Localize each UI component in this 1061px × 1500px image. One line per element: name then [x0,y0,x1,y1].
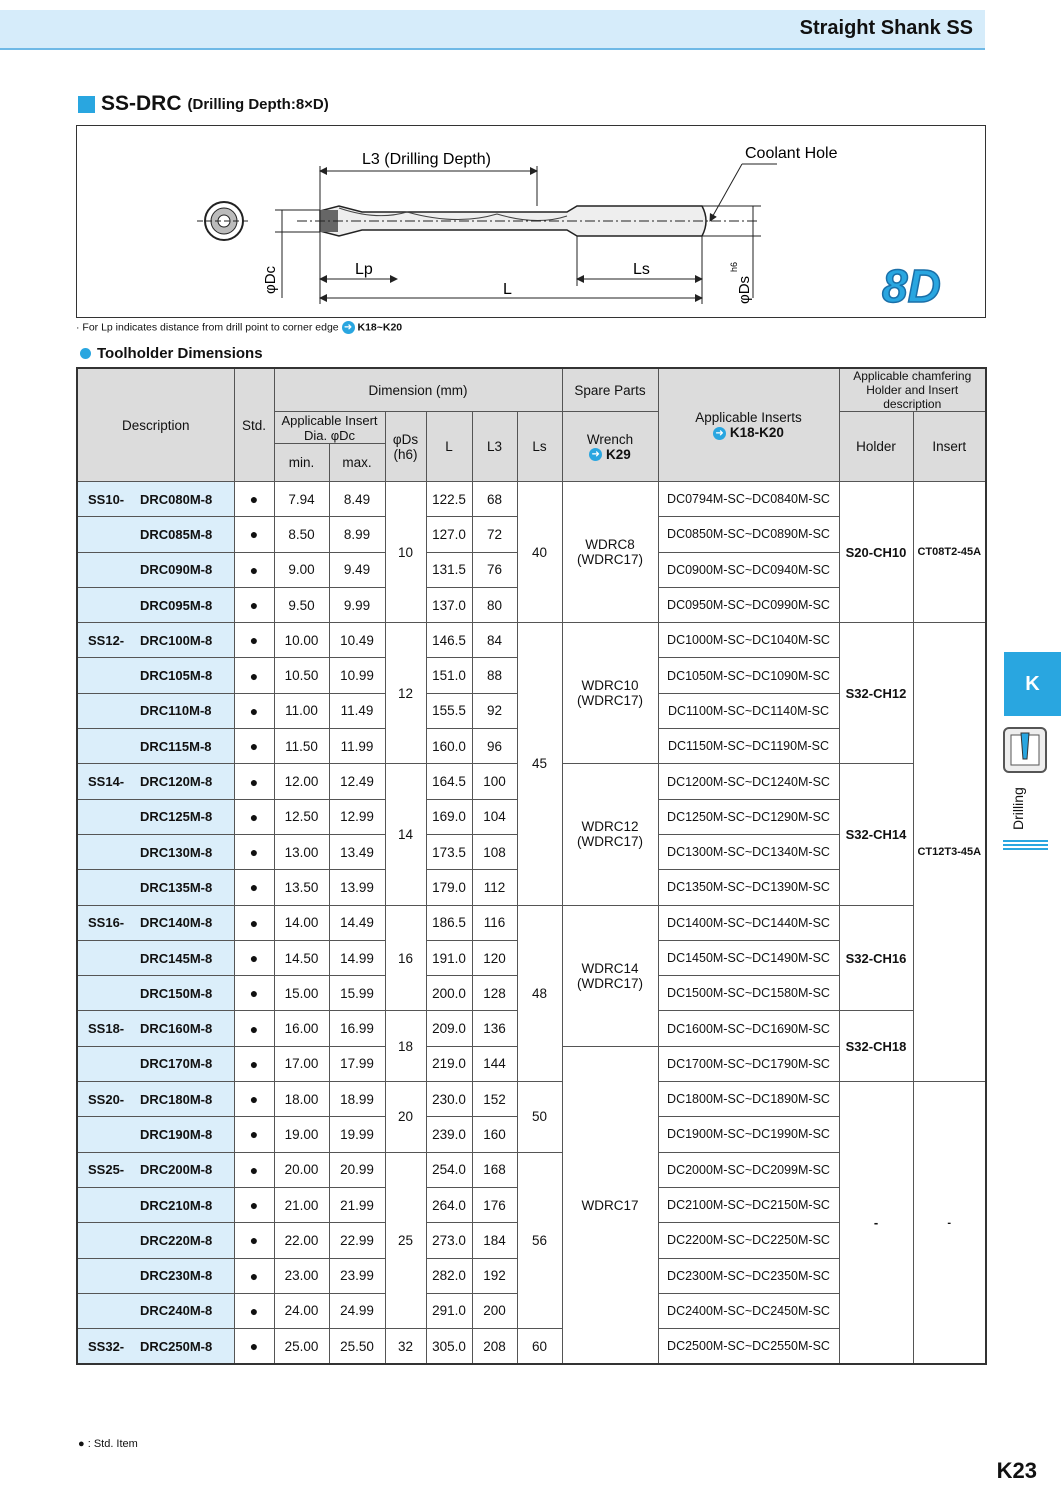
square-icon [78,96,95,113]
insert-range-cell: DC1300M-SC~DC1340M-SC [658,834,839,869]
min-cell: 16.00 [274,1011,329,1046]
model-code: DRC130M-8 [140,844,213,860]
l-cell: 264.0 [426,1187,472,1222]
insert-range-cell: DC1900M-SC~DC1990M-SC [658,1117,839,1152]
insert-range-cell: DC1450M-SC~DC1490M-SC [658,940,839,975]
th-l: L [426,412,472,482]
wrench-ref[interactable]: K29 [606,446,631,462]
max-cell: 12.99 [329,799,385,834]
l3-cell: 136 [472,1011,517,1046]
std-cell: ● [234,764,274,799]
model-code: DRC085M-8 [140,526,213,542]
section-title [78,92,329,116]
holder-cell: - [839,1082,913,1365]
insert-range-cell: DC1500M-SC~DC1580M-SC [658,976,839,1011]
min-cell: 9.00 [274,552,329,587]
insert-range-cell: DC0950M-SC~DC0990M-SC [658,587,839,622]
min-cell: 17.00 [274,1046,329,1081]
desc-cell [77,940,234,975]
min-cell: 8.50 [274,517,329,552]
th-l3: L3 [472,412,517,482]
lp-note-ref[interactable]: K18~K20 [357,321,403,334]
min-cell: 12.00 [274,764,329,799]
insert-range-cell: DC1400M-SC~DC1440M-SC [658,905,839,940]
l3-cell: 200 [472,1293,517,1328]
l-cell: 173.5 [426,834,472,869]
std-cell: ● [234,517,274,552]
min-cell: 24.00 [274,1293,329,1328]
ds-cell: 18 [385,1011,426,1082]
std-cell: ● [234,799,274,834]
model-code: DRC115M-8 [140,738,212,754]
std-cell: ● [234,905,274,940]
wrench-cell: WDRC17 [562,1046,658,1364]
model-prefix: SS25- [88,1162,125,1178]
model-code: DRC250M-8 [140,1338,213,1354]
insert-range-cell: DC2000M-SC~DC2099M-SC [658,1152,839,1187]
insert-range-cell: DC0850M-SC~DC0890M-SC [658,517,839,552]
l-cell: 155.5 [426,693,472,728]
drilling-icon [1003,727,1047,773]
l3-cell: 88 [472,658,517,693]
th-inserts-label: Applicable Inserts [695,410,802,425]
max-cell: 12.49 [329,764,385,799]
l-cell: 137.0 [426,587,472,622]
l-cell: 179.0 [426,870,472,905]
model-prefix: SS32- [88,1338,125,1354]
l-cell: 146.5 [426,623,472,658]
drill-diagram [76,125,986,318]
model-code: DRC200M-8 [140,1162,213,1178]
desc-cell [77,976,234,1011]
th-wrench [562,412,658,482]
min-cell: 11.50 [274,729,329,764]
min-cell: 12.50 [274,799,329,834]
ds-cell: 25 [385,1152,426,1328]
l3-cell: 80 [472,587,517,622]
th-min: min. [274,444,329,482]
max-cell: 13.49 [329,834,385,869]
std-cell: ● [234,1258,274,1293]
min-cell: 9.50 [274,587,329,622]
max-cell: 10.49 [329,623,385,658]
holder-cell: S32-CH14 [839,764,913,905]
th-wrench-label: Wrench [586,431,634,447]
desc-cell [77,1011,234,1046]
ls-cell: 40 [517,482,562,623]
max-cell: 16.99 [329,1011,385,1046]
l-cell: 239.0 [426,1117,472,1152]
std-cell: ● [234,1152,274,1187]
th-chamfer: Applicable chamfering Holder and Insert description [839,368,986,412]
ls-cell: 45 [517,623,562,905]
ls-cell: 50 [517,1082,562,1153]
header-bar [0,10,985,50]
desc-cell [77,693,234,728]
min-cell: 10.00 [274,623,329,658]
l-cell: 305.0 [426,1329,472,1365]
l-cell: 219.0 [426,1046,472,1081]
dc-label: φDc [262,265,279,294]
insert-range-cell: DC2200M-SC~DC2250M-SC [658,1223,839,1258]
desc-cell [77,799,234,834]
std-cell: ● [234,834,274,869]
arrow-right-icon: ➜ [589,448,602,461]
max-cell: 22.99 [329,1223,385,1258]
insert-range-cell: DC1250M-SC~DC1290M-SC [658,799,839,834]
l-cell: 282.0 [426,1258,472,1293]
model-code: DRC110M-8 [140,703,212,719]
max-cell: 17.99 [329,1046,385,1081]
insert-range-cell: DC2400M-SC~DC2450M-SC [658,1293,839,1328]
desc-cell [77,1082,234,1117]
min-cell: 14.50 [274,940,329,975]
l-cell: 291.0 [426,1293,472,1328]
insert-cell: CT12T3-45A [913,623,986,1082]
max-cell: 11.49 [329,693,385,728]
l3-cell: 144 [472,1046,517,1081]
insert-range-cell: DC1000M-SC~DC1040M-SC [658,623,839,658]
l-cell: 151.0 [426,658,472,693]
wrench-cell: WDRC8 (WDRC17) [562,482,658,623]
ls-cell: 60 [517,1329,562,1365]
l-cell: 160.0 [426,729,472,764]
model-code: DRC210M-8 [140,1197,213,1213]
min-cell: 19.00 [274,1117,329,1152]
model-code: DRC080M-8 [140,491,213,507]
insert-range-cell: DC1350M-SC~DC1390M-SC [658,870,839,905]
table-row [77,623,986,658]
inserts-ref[interactable]: K18-K20 [729,425,784,440]
max-cell: 21.99 [329,1187,385,1222]
coolant-label: Coolant Hole [745,145,838,162]
desc-cell [77,517,234,552]
desc-cell [77,1329,234,1365]
max-cell: 9.49 [329,552,385,587]
l-label: L [503,281,512,298]
max-cell: 24.99 [329,1293,385,1328]
l3-cell: 120 [472,940,517,975]
desc-cell [77,1223,234,1258]
badge-8d: 8D [882,260,941,312]
model-prefix: SS20- [88,1091,125,1107]
insert-range-cell: DC1800M-SC~DC1890M-SC [658,1082,839,1117]
l3-cell: 192 [472,1258,517,1293]
max-cell: 20.99 [329,1152,385,1187]
drilling-label: Drilling [1010,787,1026,830]
max-cell: 10.99 [329,658,385,693]
model-code: DRC145M-8 [140,950,213,966]
desc-cell [77,552,234,587]
subheading-text: Toolholder Dimensions [97,345,263,362]
l-cell: 191.0 [426,940,472,975]
th-std: Std. [234,368,274,482]
insert-range-cell: DC2500M-SC~DC2550M-SC [658,1329,839,1365]
l3-cell: 104 [472,799,517,834]
ls-label: Ls [633,261,650,278]
model-code: DRC230M-8 [140,1268,213,1284]
lp-label: Lp [355,261,373,278]
std-cell: ● [234,940,274,975]
insert-range-cell: DC1200M-SC~DC1240M-SC [658,764,839,799]
insert-range-cell: DC1150M-SC~DC1190M-SC [658,729,839,764]
ds-cell: 32 [385,1329,426,1365]
l3-cell: 92 [472,693,517,728]
ds-label: φDs [736,275,753,304]
insert-range-cell: DC2100M-SC~DC2150M-SC [658,1187,839,1222]
l-cell: 230.0 [426,1082,472,1117]
model-code: DRC100M-8 [140,632,213,648]
l3-cell: 128 [472,976,517,1011]
l3-cell: 168 [472,1152,517,1187]
l-cell: 200.0 [426,976,472,1011]
max-cell: 19.99 [329,1117,385,1152]
std-cell: ● [234,1293,274,1328]
model-code: DRC240M-8 [140,1303,213,1319]
std-cell: ● [234,482,274,517]
th-spare: Spare Parts [562,368,658,412]
section-title-text: SS-DRC [101,92,182,115]
model-code: DRC090M-8 [140,562,213,578]
desc-cell [77,1258,234,1293]
min-cell: 23.00 [274,1258,329,1293]
desc-cell [77,1293,234,1328]
th-app-dia: Applicable Insert Dia. φDc [274,412,385,444]
min-cell: 7.94 [274,482,329,517]
end-view-icon [197,202,251,240]
wrench-cell: WDRC12 (WDRC17) [562,764,658,905]
min-cell: 22.00 [274,1223,329,1258]
l-cell: 127.0 [426,517,472,552]
desc-cell [77,587,234,622]
th-inserts [658,368,839,482]
l-cell: 169.0 [426,799,472,834]
insert-range-cell: DC0794M-SC~DC0840M-SC [658,482,839,517]
l3-cell: 116 [472,905,517,940]
lp-note [76,321,402,334]
model-code: DRC150M-8 [140,985,213,1001]
desc-cell [77,623,234,658]
th-max: max. [329,444,385,482]
ds-cell: 16 [385,905,426,1011]
desc-cell [77,658,234,693]
min-cell: 21.00 [274,1187,329,1222]
legend: ● : Std. Item [78,1438,138,1450]
holder-cell: S32-CH18 [839,1011,913,1082]
l-cell: 164.5 [426,764,472,799]
model-prefix: SS18- [88,1021,125,1037]
ls-cell: 48 [517,905,562,1081]
insert-cell: CT08T2-45A [913,482,986,623]
max-cell: 18.99 [329,1082,385,1117]
l-cell: 186.5 [426,905,472,940]
section-subtitle: (Drilling Depth:8×D) [187,95,329,113]
arrow-right-icon: ➜ [342,321,355,334]
l-cell: 122.5 [426,482,472,517]
desc-cell [77,1187,234,1222]
model-code: DRC160M-8 [140,1021,213,1037]
ds-cell: 14 [385,764,426,905]
l3-cell: 96 [472,729,517,764]
ds-cell: 20 [385,1082,426,1153]
model-code: DRC105M-8 [140,668,213,684]
th-ls: Ls [517,412,562,482]
std-cell: ● [234,552,274,587]
std-cell: ● [234,587,274,622]
model-code: DRC220M-8 [140,1232,213,1248]
holder-cell: S20-CH10 [839,482,913,623]
std-cell: ● [234,1187,274,1222]
insert-range-cell: DC1600M-SC~DC1690M-SC [658,1011,839,1046]
l3-cell: 100 [472,764,517,799]
l3-cell: 108 [472,834,517,869]
min-cell: 13.00 [274,834,329,869]
th-insert: Insert [913,412,986,482]
max-cell: 15.99 [329,976,385,1011]
l3-cell: 152 [472,1082,517,1117]
max-cell: 13.99 [329,870,385,905]
min-cell: 13.50 [274,870,329,905]
side-bars [1003,840,1048,852]
l3-cell: 112 [472,870,517,905]
model-code: DRC125M-8 [140,809,213,825]
model-code: DRC095M-8 [140,597,213,613]
th-holder: Holder [839,412,913,482]
desc-cell [77,1117,234,1152]
std-cell: ● [234,1117,274,1152]
bullet-icon [80,348,91,359]
ds-cell: 10 [385,482,426,623]
std-cell: ● [234,1223,274,1258]
max-cell: 14.49 [329,905,385,940]
std-cell: ● [234,623,274,658]
table-row [77,905,986,940]
max-cell: 8.49 [329,482,385,517]
min-cell: 10.50 [274,658,329,693]
model-prefix: SS10- [88,491,125,507]
max-cell: 14.99 [329,940,385,975]
insert-range-cell: DC0900M-SC~DC0940M-SC [658,552,839,587]
subheading [80,345,263,362]
l-cell: 273.0 [426,1223,472,1258]
th-description: Description [77,368,234,482]
ds-cell: 12 [385,623,426,764]
page-number: K23 [996,1458,1037,1483]
ls-cell: 56 [517,1152,562,1328]
std-cell: ● [234,658,274,693]
section-tab-k[interactable]: K [1004,652,1061,716]
max-cell: 25.50 [329,1329,385,1365]
std-cell: ● [234,693,274,728]
insert-range-cell: DC2300M-SC~DC2350M-SC [658,1258,839,1293]
desc-cell [77,1152,234,1187]
max-cell: 23.99 [329,1258,385,1293]
drill-body [297,206,757,236]
min-cell: 15.00 [274,976,329,1011]
insert-range-cell: DC1050M-SC~DC1090M-SC [658,658,839,693]
desc-cell [77,870,234,905]
model-code: DRC180M-8 [140,1091,213,1107]
min-cell: 25.00 [274,1329,329,1365]
arrow-right-icon: ➜ [713,427,726,440]
table-row [77,482,986,517]
model-code: DRC120M-8 [140,774,213,790]
desc-cell [77,482,234,517]
table-row [77,1082,986,1117]
min-cell: 20.00 [274,1152,329,1187]
model-prefix: SS12- [88,632,125,648]
model-code: DRC190M-8 [140,1126,213,1142]
l-cell: 131.5 [426,552,472,587]
desc-cell [77,1046,234,1081]
th-ds: φDs (h6) [385,412,426,482]
max-cell: 11.99 [329,729,385,764]
std-cell: ● [234,870,274,905]
desc-cell [77,729,234,764]
l3-cell: 84 [472,623,517,658]
l3-cell: 160 [472,1117,517,1152]
wrench-cell: WDRC10 (WDRC17) [562,623,658,764]
max-cell: 8.99 [329,517,385,552]
model-prefix: SS14- [88,774,125,790]
insert-range-cell: DC1100M-SC~DC1140M-SC [658,693,839,728]
min-cell: 11.00 [274,693,329,728]
toolholder-table [76,367,987,1365]
insert-cell: - [913,1082,986,1365]
l3-cell: 208 [472,1329,517,1365]
holder-cell: S32-CH16 [839,905,913,1011]
l3-cell: 76 [472,552,517,587]
std-cell: ● [234,729,274,764]
std-cell: ● [234,1046,274,1081]
model-code: DRC170M-8 [140,1056,213,1072]
model-code: DRC135M-8 [140,879,213,895]
desc-cell [77,834,234,869]
l-cell: 209.0 [426,1011,472,1046]
l-cell: 254.0 [426,1152,472,1187]
desc-cell [77,905,234,940]
header-title: Straight Shank SS [799,17,973,39]
l3-cell: 68 [472,482,517,517]
insert-range-cell: DC1700M-SC~DC1790M-SC [658,1046,839,1081]
std-cell: ● [234,1082,274,1117]
max-cell: 9.99 [329,587,385,622]
model-code: DRC140M-8 [140,915,213,931]
l3-label: L3 (Drilling Depth) [362,151,491,168]
lp-note-text: · For Lp indicates distance from drill point to corner edge [76,321,339,334]
min-cell: 14.00 [274,905,329,940]
th-dimension: Dimension (mm) [274,368,562,412]
desc-cell [77,764,234,799]
min-cell: 18.00 [274,1082,329,1117]
holder-cell: S32-CH12 [839,623,913,764]
drill-drawing [77,126,985,317]
std-cell: ● [234,1011,274,1046]
l3-cell: 72 [472,517,517,552]
l3-cell: 176 [472,1187,517,1222]
wrench-cell: WDRC14 (WDRC17) [562,905,658,1046]
model-prefix: SS16- [88,915,125,931]
std-cell: ● [234,976,274,1011]
l3-cell: 184 [472,1223,517,1258]
std-cell: ● [234,1329,274,1365]
ds-sup: h6 [729,261,739,272]
